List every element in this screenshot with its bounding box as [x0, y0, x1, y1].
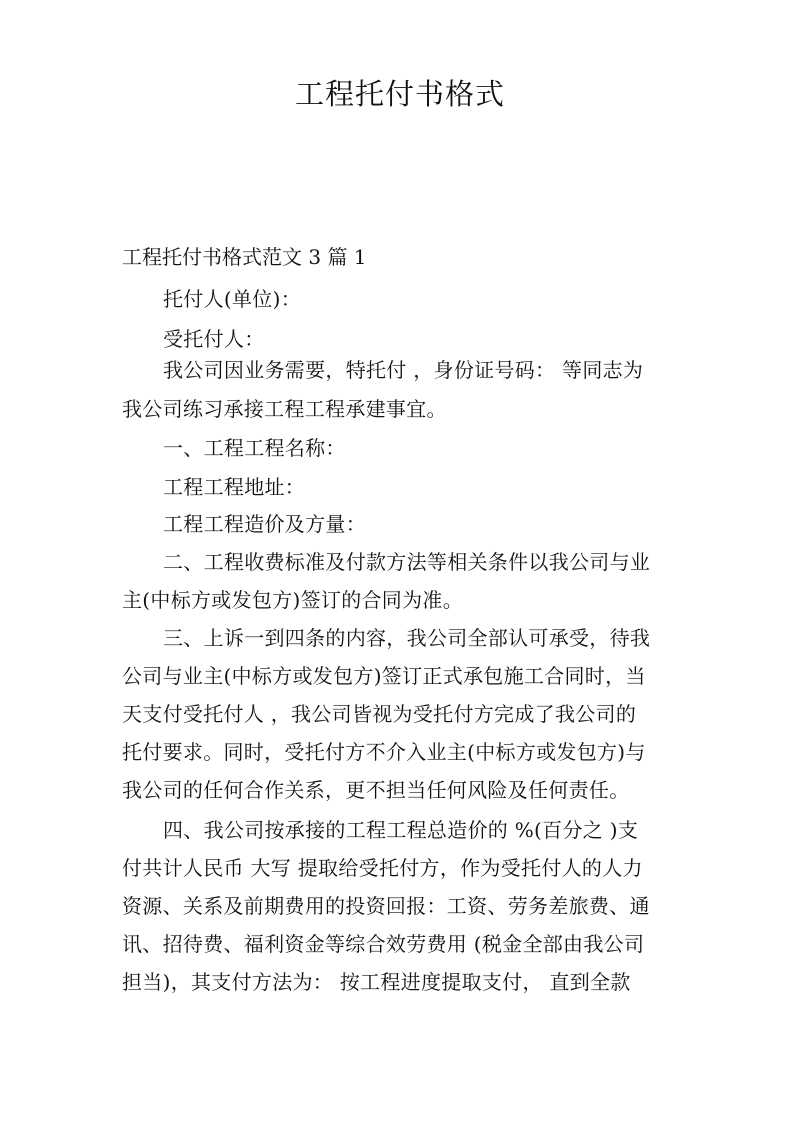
text-line: 资源、关系及前期费用的投资回报：工资、劳务差旅费、通 — [122, 894, 650, 918]
text-line: 三、上诉一到四条的内容，我公司全部认可承受，待我 — [163, 626, 651, 650]
text-line: 我公司因业务需要，特托付 ，身份证号码： 等同志为 — [163, 358, 644, 382]
text-line: 四、我公司按承接的工程工程总造价的 %(百分之 )支 — [163, 818, 639, 842]
document-title: 工程托付书格式 — [294, 77, 505, 111]
document-subtitle: 工程托付书格式范文 3 篇 1 — [122, 245, 367, 269]
text-line: 工程工程造价及方量： — [163, 512, 366, 536]
text-line: 付共计人民币 大写 提取给受托付方，作为受托付人的人力 — [122, 856, 643, 880]
text-line: 我公司的任何合作关系，更不担当任何风险及任何责任。 — [122, 778, 630, 802]
text-line: 公司与业主(中标方或发包方)签订正式承包施工合同时，当 — [122, 664, 646, 688]
text-line: 讯、招待费、福利资金等综合效劳费用 (税金全部由我公司 — [122, 932, 645, 956]
text-line: 一、工程工程名称： — [163, 436, 346, 460]
text-line: 二、工程收费标准及付款方法等相关条件以我公司与业 — [163, 550, 651, 574]
text-line: 托付人(单位)： — [163, 287, 302, 311]
text-line: 托付要求。同时，受托付方不介入业主(中标方或发包方)与 — [122, 740, 646, 764]
text-line: 我公司练习承接工程工程承建事宜。 — [122, 397, 447, 421]
text-line: 主(中标方或发包方)签订的合同为准。 — [122, 588, 464, 612]
text-line: 受托付人： — [163, 327, 265, 351]
text-line: 天支付受托付人 ，我公司皆视为受托付方完成了我公司的 — [122, 702, 637, 726]
text-line: 担当)，其支付方法为： 按工程进度提取支付， 直到全款 — [122, 970, 631, 994]
text-line: 工程工程地址： — [163, 475, 306, 499]
